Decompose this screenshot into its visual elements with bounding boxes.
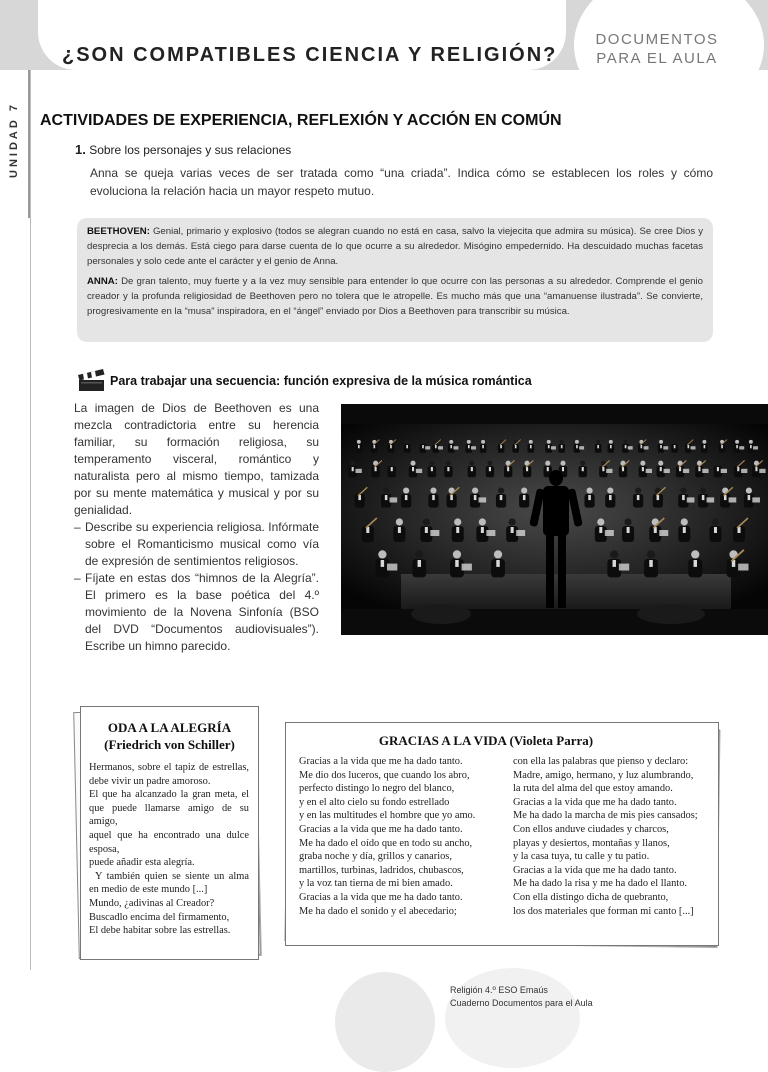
- poem-line: y en las multitudes el hombre que yo amo.: [299, 810, 476, 822]
- activity-text: Describe su experiencia religiosa. Infórmate sobre el Romanticismo musical como vía de expresión de sentimientos religiosos.: [85, 520, 319, 568]
- characters-box: [77, 218, 713, 342]
- series-label: [592, 30, 722, 68]
- poem-line: Con ellos anduve ciudades y charcos,: [513, 823, 669, 835]
- sequence-title: Para trabajar una secuencia: función expresiva de la música romántica: [110, 374, 532, 388]
- activity-text: Fíjate en estas dos “himnos de la Alegría”. El primero es la base poética del 4.º movimiento de la Novena Sinfonía (BSO del DVD “Documentos audiovisuales”). Escribe un himno parecido.: [85, 571, 319, 653]
- beethoven-description: [87, 224, 703, 269]
- poem-line: Y también quien se siente un alma en medio de este mundo [...]: [89, 870, 249, 896]
- sequence-intro: La imagen de Dios de Beethoven es una mezcla contradictoria entre su herencia familiar, su formación religiosa, su temperamento visceral, romántico y naturalista pero al mismo tiempo, tamizada por su mente matemática y musical y por su genialidad.: [74, 401, 319, 517]
- beethoven-text: Genial, primario y explosivo (todos se alegran cuando no está en casa, salvo la viejecita que admira su música). Se cree Dios y desprecia a los demás. Está ciego para darse cuenta de lo que ocurre a su alrededor. Misógino empedernido. Ha descuidado muchas facetas personales y solo cede ante el carácter y el genio de Anna.: [87, 226, 703, 267]
- question-title: Sobre los personajes y sus relaciones: [89, 143, 292, 157]
- poem-line: Gracias a la vida que me ha dado tanto.: [299, 823, 463, 835]
- poem-line: y la casa tuya, tu calle y tu patio.: [513, 851, 650, 863]
- poem-line: puede añadir esta alegría.: [89, 857, 195, 869]
- poem-line: Hermanos, sobre el tapiz de estrellas, debe vivir un padre amoroso.: [89, 762, 249, 787]
- footer-circle: [445, 968, 580, 1068]
- side-rule: [30, 70, 31, 970]
- poem-line: graba noche y día, grillos y canarios,: [299, 851, 452, 863]
- poem-line: perfecto distingo lo negro del blanco,: [299, 783, 455, 795]
- bullet-dash: –: [74, 571, 81, 585]
- poem-line: Gracias a la vida que me ha dado tanto.: [299, 891, 463, 903]
- poem-line: Me dio dos luceros, que cuando los abro,: [299, 769, 470, 781]
- poem-line: Me ha dado el oído que en todo su ancho,: [299, 837, 473, 849]
- anna-description: [87, 274, 703, 319]
- poem-line: y en el alto cielo su fondo estrellado: [299, 796, 450, 808]
- series-label-line2: PARA EL AULA: [596, 50, 718, 67]
- poem-title: [81, 719, 258, 753]
- sequence-text: [74, 400, 319, 655]
- poem-line: la ruta del alma del que estoy amando.: [513, 783, 673, 795]
- poem-line: Buscadlo encima del firmamento,: [89, 911, 230, 923]
- poem-line: los dos materiales que forman mi canto [...]: [513, 905, 694, 917]
- poem-line: martillos, turbinas, ladridos, chubascos,: [299, 864, 464, 876]
- poem-line: Me ha dado la risa y me ha dado el llanto.: [513, 878, 687, 890]
- poem-line: playas y desiertos, montañas y llanos,: [513, 837, 670, 849]
- poem-line: El que ha alcanzado la gran meta, el que puede llamarse amigo de su amigo,: [89, 789, 249, 828]
- poem-line: y la voz tan tierna de mi bien amado.: [299, 878, 453, 890]
- poem-line: Gracias a la vida que me ha dado tanto.: [513, 796, 677, 808]
- poem-title: GRACIAS A LA VIDA (Violeta Parra): [378, 733, 594, 748]
- poem-column-left: [299, 755, 475, 918]
- orchestra-photo: [341, 404, 768, 635]
- footer-line: Cuaderno Documentos para el Aula: [450, 998, 593, 1008]
- question-heading: [75, 142, 291, 157]
- poem-line: Me ha dado el sonido y el abecedario;: [299, 905, 457, 917]
- poem-column-right: [513, 755, 698, 918]
- question-text: Anna se queja varias veces de ser tratada como “una criada”. Indica cómo se establecen los roles y cómo evoluciona la relación hacia un mayor respeto mutuo.: [90, 166, 713, 198]
- poem-line: Me ha dado la marcha de mis pies cansados;: [513, 810, 698, 822]
- unit-label: UNIDAD 7: [8, 102, 20, 178]
- poem-line: Mundo, ¿adivinas al Creador?: [89, 897, 215, 909]
- activity-item: [74, 519, 319, 570]
- poem-title-line: ODA A LA ALEGRÍA: [107, 720, 232, 735]
- question-number: 1.: [75, 142, 86, 157]
- series-label-line1: DOCUMENTOS: [595, 31, 719, 48]
- poem-line: El debe habitar sobre las estrellas.: [89, 925, 231, 937]
- poem-line: aquel que ha encontrado una dulce esposa,: [89, 829, 249, 855]
- section-title: ACTIVIDADES DE EXPERIENCIA, REFLEXIÓN Y ACCIÓN EN COMÚN: [40, 112, 562, 129]
- activity-item: [74, 570, 319, 655]
- poem-author: (Friedrich von Schiller): [104, 737, 235, 752]
- page-title: ¿SON COMPATIBLES CIENCIA Y RELIGIÓN?: [62, 44, 558, 66]
- poem-card-gracias: [285, 722, 719, 946]
- bullet-dash: –: [74, 520, 81, 534]
- poem-card-oda: [80, 706, 259, 960]
- footer-line: Religión 4.º ESO Emaús: [450, 985, 548, 995]
- poem-line: Gracias a la vida que me ha dado tanto.: [299, 756, 463, 767]
- poem-body: [89, 761, 249, 938]
- poem-line: Con ella distingo dicha de quebranto,: [513, 891, 669, 903]
- poem-line: Gracias a la vida que me ha dado tanto.: [513, 864, 677, 876]
- footer-circle: [335, 972, 435, 1072]
- poem-line: Madre, amigo, hermano, y luz alumbrando,: [513, 769, 694, 781]
- footer-credits: [450, 984, 593, 1010]
- anna-text: De gran talento, muy fuerte y a la vez muy sensible para entender lo que ocurre con las personas a su alrededor. Comprende el genio creador y la profunda religiosidad de Beethoven pero no tolera que le atropelle. Es mucho más que una “amanuense ilustrada”. Se convierte, progresivamente en la “musa” inspiradora, en el “ángel” enviado por Dios a Beethoven para transcribir su música.: [87, 276, 703, 317]
- anna-name: ANNA:: [87, 276, 118, 287]
- beethoven-name: BEETHOVEN:: [87, 226, 150, 237]
- poem-line: con ella las palabras que pienso y declaro:: [513, 756, 689, 767]
- clapperboard-icon: [76, 366, 106, 392]
